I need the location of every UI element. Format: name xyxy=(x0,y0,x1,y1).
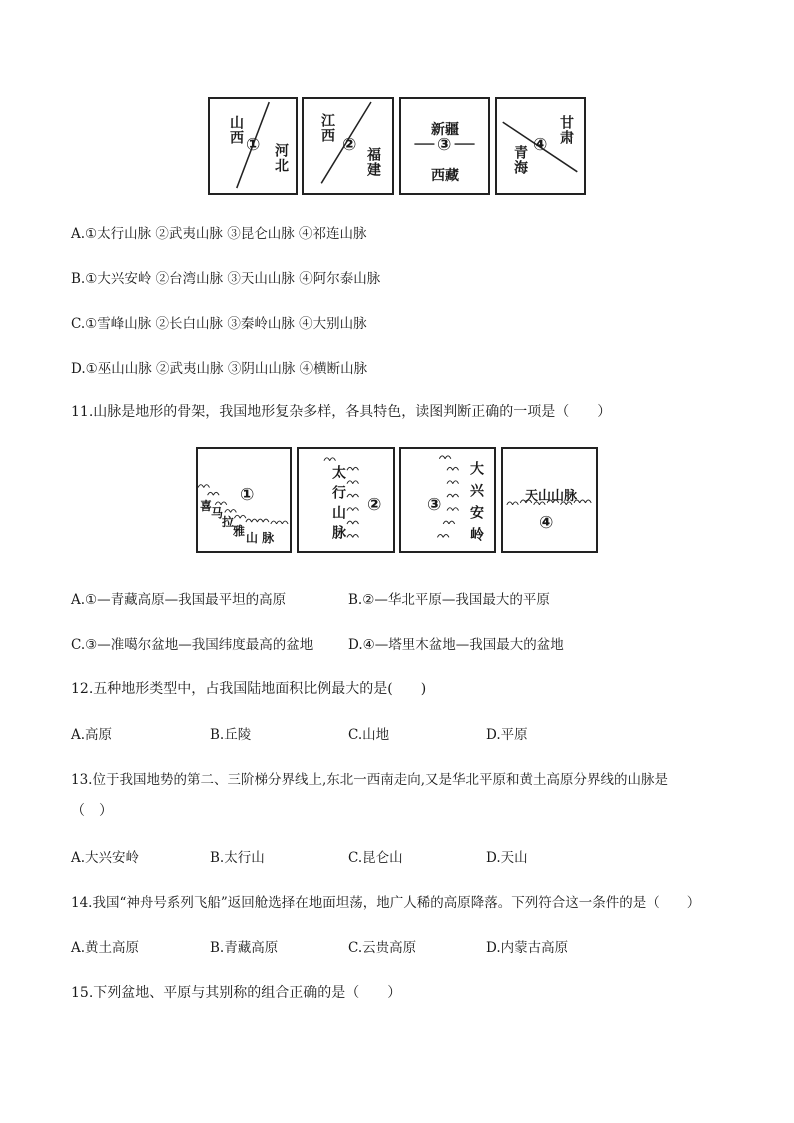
q14-option-b: B.青藏高原 xyxy=(210,940,279,956)
q13-option-b: B.太行山 xyxy=(210,850,265,866)
range-char: 喜 xyxy=(200,499,213,513)
range-char: 拉 xyxy=(222,515,235,529)
q11-option-a: A.①—青藏高原—我国最平坦的高原 xyxy=(71,592,287,608)
q12-option-a: A.高原 xyxy=(71,727,113,743)
map-box-4 xyxy=(495,97,586,195)
map-box-2 xyxy=(302,97,394,195)
q15-stem: 15.下列盆地、平原与其别称的组合正确的是（ ） xyxy=(71,985,402,1001)
range-label: 天山山脉 xyxy=(525,489,578,504)
q12-stem: 12.五种地形类型中，占我国陆地面积比例最大的是( ) xyxy=(71,681,427,697)
number-label: ④ xyxy=(539,513,554,533)
q14-stem: 14.我国“神舟号系列飞船”返回舱选择在地面坦荡，地广人稀的高原降落。下列符合这一条件的是（ ） xyxy=(71,895,701,911)
q11-option-b: B.②—华北平原—我国最大的平原 xyxy=(348,592,550,608)
range-char: 山 脉 xyxy=(246,531,275,545)
number-label: ② xyxy=(367,495,382,515)
range-char: 雅 xyxy=(233,524,246,538)
map-box-4 xyxy=(501,447,598,553)
q13-option-c: C.昆仑山 xyxy=(348,850,403,866)
q12-option-d: D.平原 xyxy=(486,727,528,743)
number-label: ③ xyxy=(427,495,442,515)
province-label-right: 福建 xyxy=(365,147,381,177)
q12-option-c: C.山地 xyxy=(348,727,390,743)
map-box-1 xyxy=(208,97,298,195)
q13-stem: 13.位于我国地势的第二、三阶梯分界线上,东北一西南走向,又是华北平原和黄土高原分界线的山脉是 xyxy=(71,772,669,788)
map-box-3 xyxy=(399,97,490,195)
q10-option-a: A.①太行山脉 ②武夷山脉 ③昆仑山脉 ④祁连山脉 xyxy=(71,226,367,242)
q14-option-c: C.云贵高原 xyxy=(348,940,417,956)
province-label-left: 青海 xyxy=(512,145,528,175)
q10-option-d: D.①巫山山脉 ②武夷山脉 ③阴山山脉 ④横断山脉 xyxy=(71,361,368,377)
number-label: ② xyxy=(342,135,357,155)
q13-option-d: D.天山 xyxy=(486,850,528,866)
range-char: 马 xyxy=(211,506,224,520)
province-label-right: 河北 xyxy=(273,143,289,173)
province-label-top: 新疆 xyxy=(431,122,459,138)
q12-option-b: B.丘陵 xyxy=(210,727,252,743)
range-label: 大兴安岭 xyxy=(468,461,484,549)
q13-stem-continued: （ ） xyxy=(71,803,113,819)
q10-option-b: B.①大兴安岭 ②台湾山脉 ③天山山脉 ④阿尔泰山脉 xyxy=(71,271,381,287)
map-box-1 xyxy=(196,447,292,553)
q11-option-d: D.④—塔里木盆地—我国最大的盆地 xyxy=(348,637,564,653)
range-label: 太行山脉 xyxy=(330,465,346,545)
q14-option-d: D.内蒙古高原 xyxy=(486,940,569,956)
province-label-right: 甘肃 xyxy=(558,115,574,145)
q14-option-a: A.黄土高原 xyxy=(71,940,140,956)
province-label-left: 江西 xyxy=(319,113,335,143)
province-label-bottom: 西藏 xyxy=(431,168,459,184)
q11-stem: 11.山脉是地形的骨架，我国地形复杂多样，各具特色，读图判断正确的一项是（ ） xyxy=(71,404,612,420)
map-box-2 xyxy=(297,447,395,553)
number-label: ④ xyxy=(533,135,548,155)
q13-option-a: A.大兴安岭 xyxy=(71,850,140,866)
province-label-left: 山西 xyxy=(228,115,244,145)
map-box-3 xyxy=(399,447,496,553)
number-label: ① xyxy=(246,135,261,155)
number-label: ③ xyxy=(437,135,452,155)
q11-option-c: C.③—准噶尔盆地—我国纬度最高的盆地 xyxy=(71,637,314,653)
number-label: ① xyxy=(240,485,255,505)
q10-option-c: C.①雪峰山脉 ②长白山脉 ③秦岭山脉 ④大别山脉 xyxy=(71,316,367,332)
